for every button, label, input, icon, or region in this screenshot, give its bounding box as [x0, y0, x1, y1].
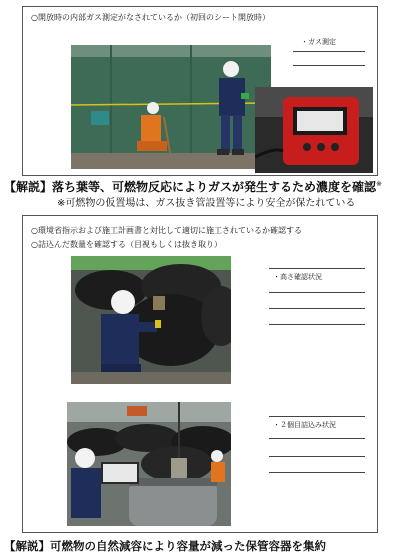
- caption-gas-note: ※可燃物の仮置場は、ガス抜き管設置等により安全が保たれている: [57, 198, 356, 209]
- bag-check-line2: ○詰込んだ数量を確認する（目視もしくは抜き取り）: [31, 240, 222, 249]
- photo-second-fill: [67, 402, 231, 526]
- photo-second-fill-image: [67, 402, 231, 526]
- form-line: [269, 268, 365, 269]
- gas-measurement-label: ・ガス測定: [301, 38, 336, 46]
- form-line: [269, 292, 365, 293]
- photo-height-check-image: [71, 256, 231, 384]
- form-line: [269, 438, 365, 439]
- gas-check-panel: [22, 6, 378, 176]
- form-line: [269, 324, 365, 325]
- caption-gas-text: 【解説】落ち葉等、可燃物反応によりガスが発生するため濃度を確認: [4, 180, 377, 194]
- photo-height-check: [71, 256, 231, 384]
- height-check-label: ・高さ確認状況: [273, 273, 322, 281]
- second-fill-label: ・２個目詰込み状況: [273, 421, 336, 429]
- form-line: [269, 308, 365, 309]
- photo-gas-measurement: [71, 45, 271, 169]
- gas-check-heading: ○開放時の内部ガス測定がなされているか（初回のシート開放時）: [31, 13, 270, 22]
- photo-gas-meter: [255, 87, 373, 173]
- form-line: [293, 65, 365, 66]
- form-line: [269, 456, 365, 457]
- caption-gas-explanation: [4, 178, 382, 195]
- caption-gas-mark: ※: [376, 180, 382, 188]
- bag-consolidation-panel: [22, 215, 378, 533]
- form-line: [293, 51, 365, 52]
- photo-gas-measurement-image: [71, 45, 271, 169]
- caption-consolidation: 【解説】可燃物の自然減容により容量が減った保管容器を集約: [4, 539, 326, 553]
- bag-check-line1: ○環境省指示および施工計画書と対比して適切に施工されているか確認する: [31, 226, 302, 235]
- form-line: [269, 472, 365, 473]
- photo-gas-meter-image: [255, 87, 373, 173]
- form-line: [269, 416, 365, 417]
